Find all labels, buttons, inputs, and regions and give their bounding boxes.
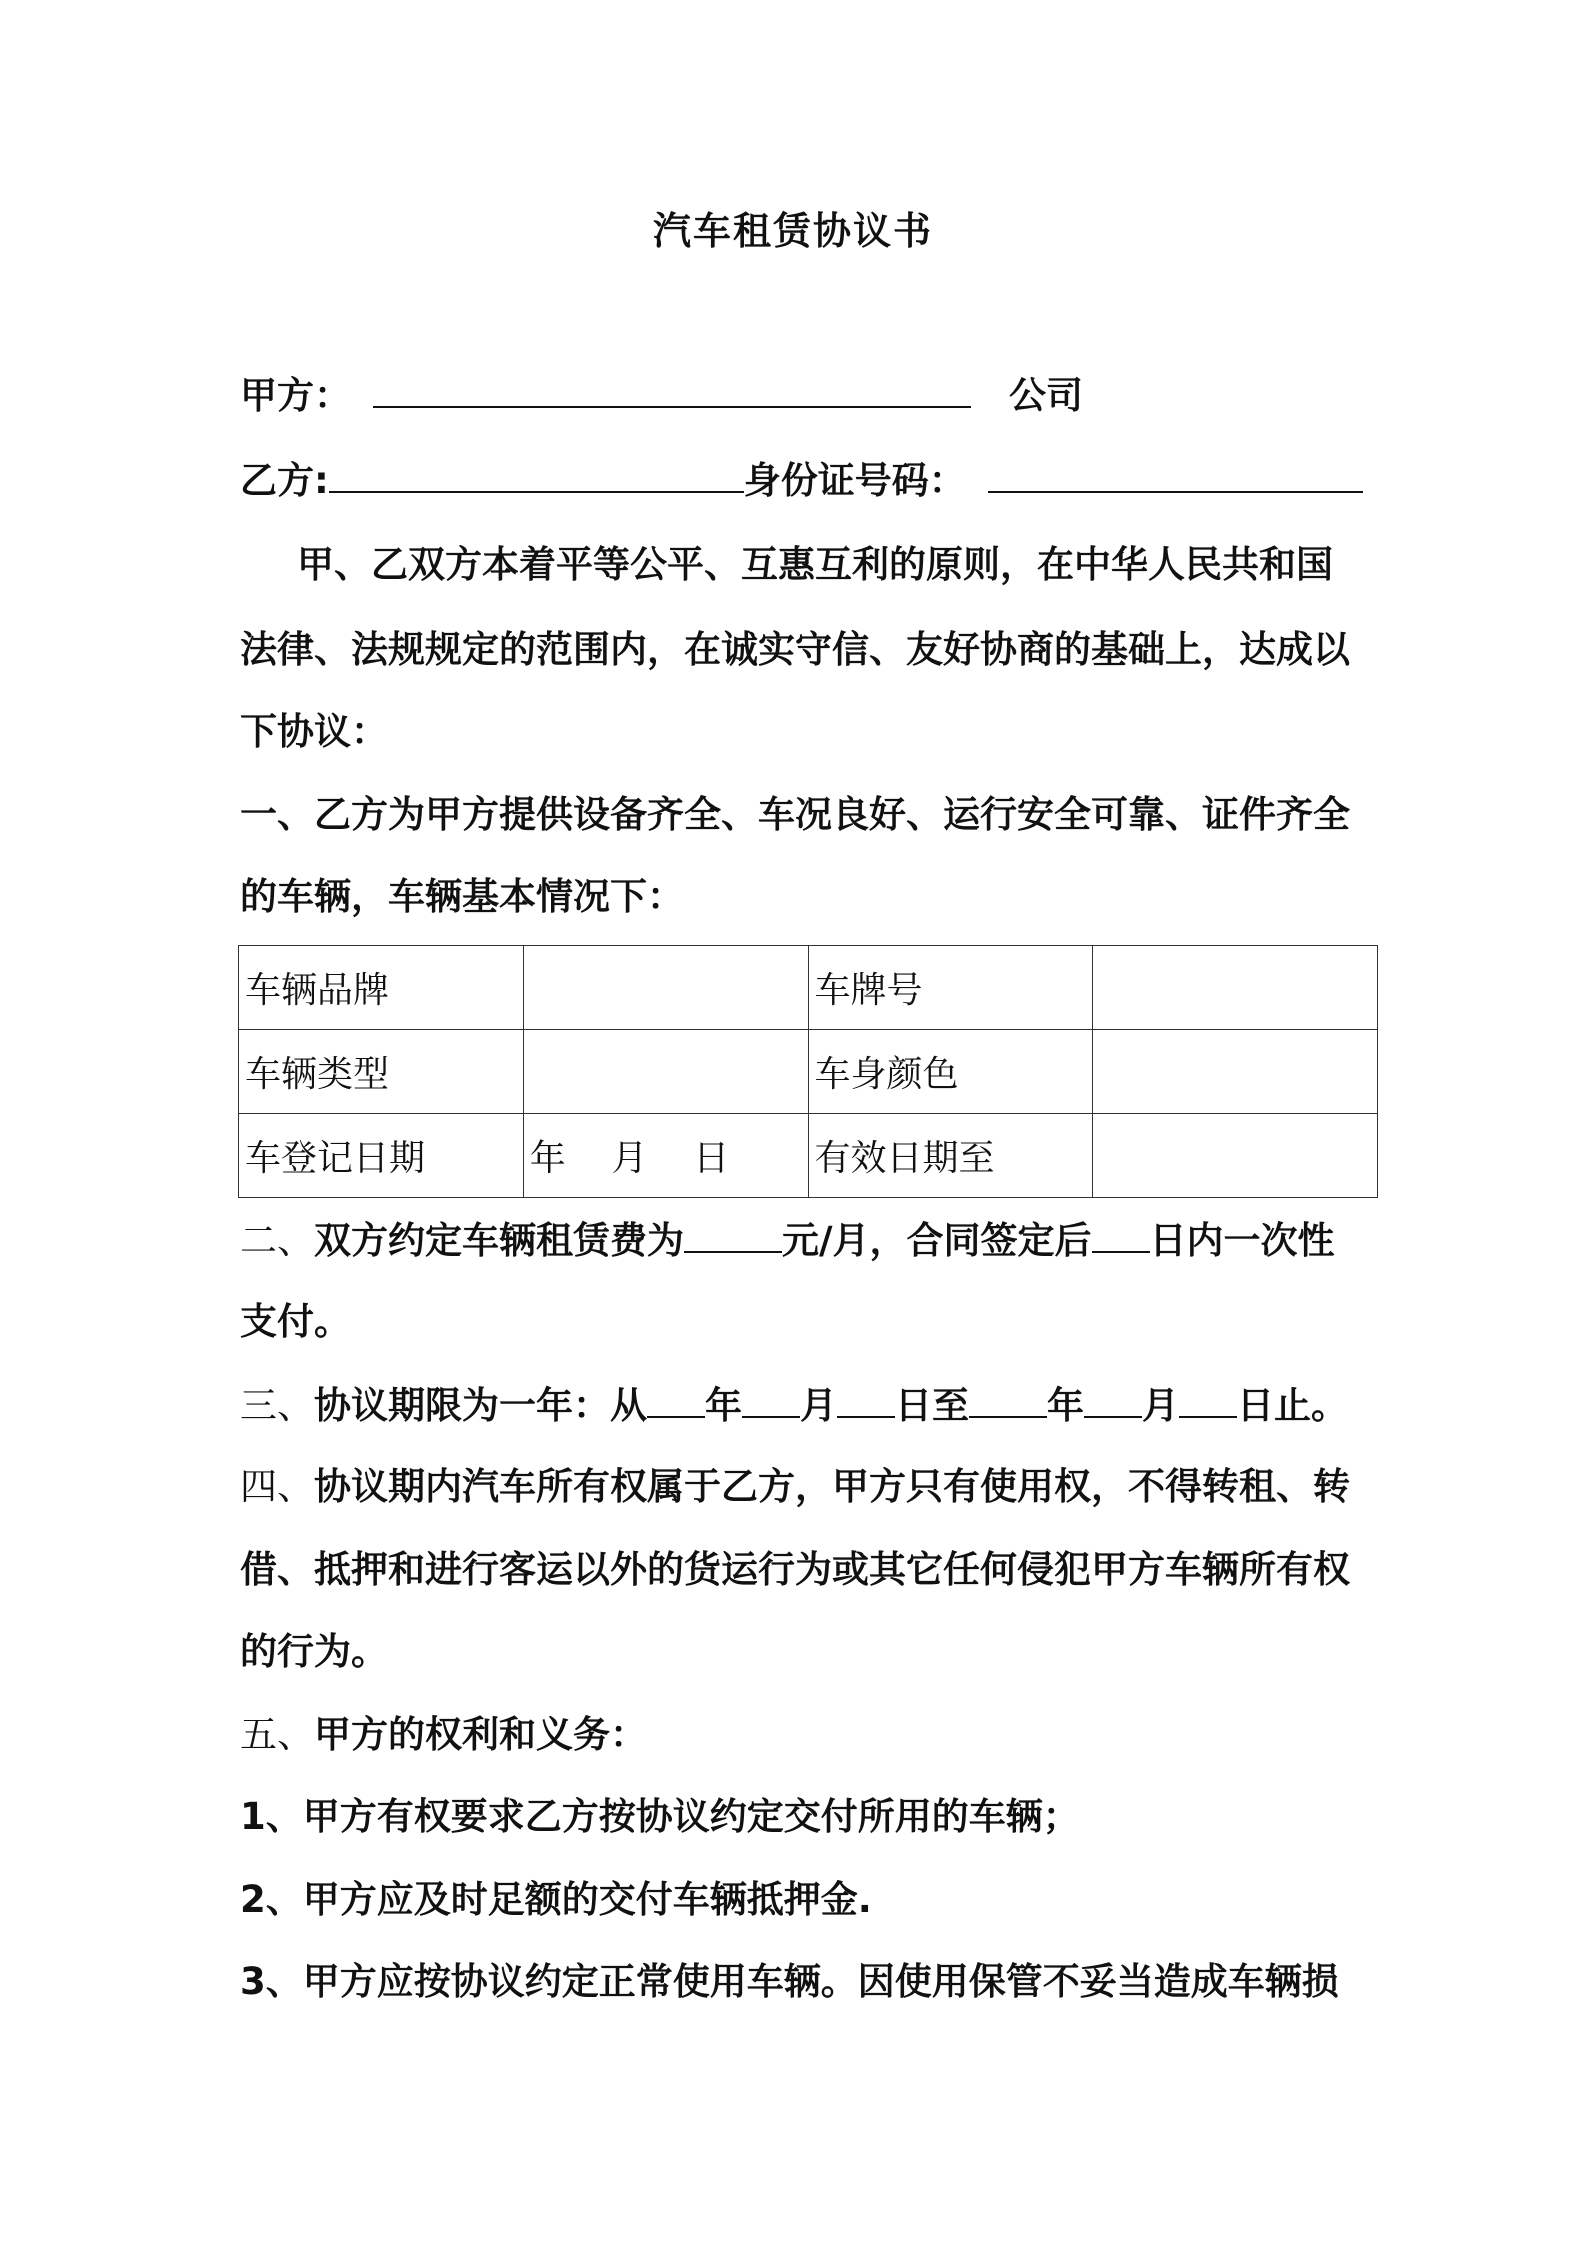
vehicle-table-value-cell[interactable] [523, 1030, 808, 1114]
clause-5-item-1: 1、甲方有权要求乙方按协议约定交付所用的车辆； [240, 1795, 1080, 1838]
page-title: 汽车租赁协议书 [652, 209, 933, 253]
party-a-line [240, 370, 1083, 421]
vehicle-table-label-cell: 有效日期至 [808, 1114, 1093, 1198]
start-year-label: 年 [705, 1384, 742, 1427]
party-a-name-field[interactable] [373, 370, 971, 408]
clause-5-heading [240, 1710, 647, 1760]
clause-2-line-2: 支付。 [240, 1300, 351, 1343]
clause-5-item-3: 3、甲方应按协议约定正常使用车辆。因使用保管不妥当造成车辆损 [240, 1960, 1339, 2003]
clause-2-line-1 [240, 1215, 1335, 1266]
start-year-field[interactable] [647, 1380, 705, 1418]
end-year-label: 年 [1047, 1384, 1084, 1427]
clause-2-text-1: 双方约定车辆租赁费为 [314, 1219, 684, 1262]
clause-4-line-1 [240, 1462, 1350, 1512]
clause-4-number: 四、 [240, 1465, 314, 1508]
vehicle-table-value-cell[interactable]: 年 月 日 [523, 1114, 808, 1198]
clause-5-item-2: 2、甲方应及时足额的交付车辆抵押金. [240, 1878, 872, 1921]
id-number-field[interactable] [988, 455, 1363, 493]
vehicle-table-label-cell: 车身颜色 [808, 1030, 1093, 1114]
vehicle-table-row [239, 1114, 1378, 1198]
vehicle-table-label-cell: 车登记日期 [239, 1114, 524, 1198]
intro-line-3: 下协议： [240, 710, 388, 753]
clause-3-line [240, 1380, 1348, 1431]
start-day-label: 日至 [895, 1384, 969, 1427]
start-month-field[interactable] [742, 1380, 800, 1418]
vehicle-table-value-cell[interactable] [1093, 1030, 1378, 1114]
vehicle-table-value-cell[interactable] [1093, 1114, 1378, 1198]
vehicle-table-row [239, 946, 1378, 1030]
intro-line-2: 法律、法规规定的范围内，在诚实守信、友好协商的基础上，达成以 [240, 628, 1350, 671]
vehicle-table-value-cell[interactable] [1093, 946, 1378, 1030]
clause-1-line-1: 一、乙方为甲方提供设备齐全、车况良好、运行安全可靠、证件齐全 [240, 793, 1350, 836]
party-b-name-field[interactable] [329, 455, 744, 493]
clause-4-line-2: 借、抵押和进行客运以外的货运行为或其它任何侵犯甲方车辆所有权 [240, 1548, 1350, 1591]
vehicle-info-table [238, 945, 1378, 1198]
intro-line-1: 甲、乙双方本着平等公平、互惠互利的原则，在中华人民共和国 [297, 543, 1333, 586]
party-b-label: 乙方: [240, 459, 329, 502]
vehicle-table-label-cell: 车辆品牌 [239, 946, 524, 1030]
vehicle-table-label-cell: 车辆类型 [239, 1030, 524, 1114]
party-a-suffix: 公司 [1009, 374, 1083, 417]
vehicle-table-row [239, 1030, 1378, 1114]
clause-2-text-3: 日内一次性 [1149, 1219, 1335, 1262]
clause-2-text-2: 元/月，合同签定后 [782, 1219, 1092, 1262]
end-year-field[interactable] [969, 1380, 1047, 1418]
start-month-label: 月 [800, 1384, 837, 1427]
start-day-field[interactable] [837, 1380, 895, 1418]
party-a-label: 甲方： [240, 374, 351, 417]
id-number-label: 身份证号码： [743, 459, 966, 502]
clause-3-text: 协议期限为一年：从 [314, 1384, 647, 1427]
end-day-label: 日止。 [1237, 1384, 1348, 1427]
clause-4-text-1: 协议期内汽车所有权属于乙方，甲方只有使用权，不得转租、转 [314, 1465, 1350, 1508]
party-b-line [240, 455, 1363, 506]
clause-5-number: 五、 [240, 1713, 314, 1756]
end-month-field[interactable] [1084, 1380, 1142, 1418]
payment-days-field[interactable] [1092, 1215, 1150, 1253]
clause-4-line-3: 的行为。 [240, 1630, 388, 1673]
vehicle-table-label-cell: 车牌号 [808, 946, 1093, 1030]
clause-5-heading-text: 甲方的权利和义务： [314, 1713, 647, 1756]
vehicle-table-value-cell[interactable] [523, 946, 808, 1030]
rent-amount-field[interactable] [684, 1215, 782, 1253]
clause-2-number: 二、 [240, 1219, 314, 1262]
end-month-label: 月 [1142, 1384, 1179, 1427]
clause-1-line-2: 的车辆，车辆基本情况下： [240, 875, 684, 918]
end-day-field[interactable] [1179, 1380, 1237, 1418]
clause-3-number: 三、 [240, 1384, 314, 1427]
